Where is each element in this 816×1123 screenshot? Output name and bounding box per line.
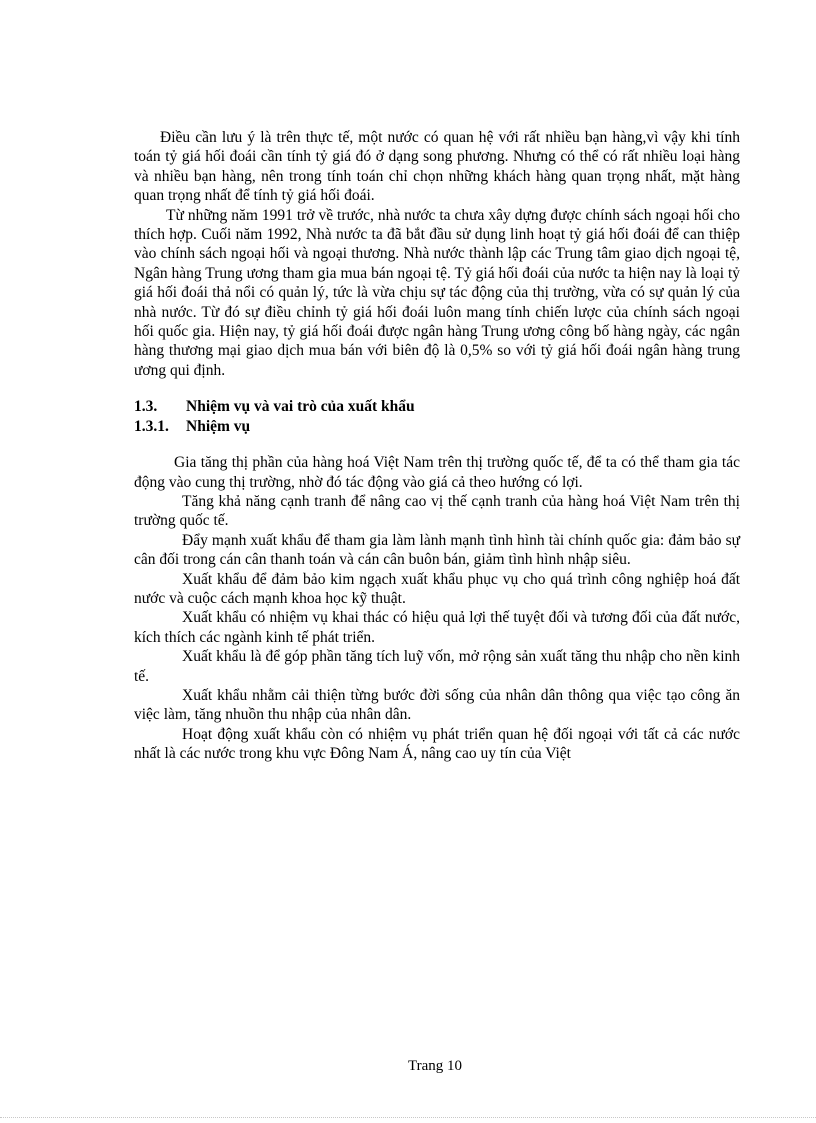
page-bottom-divider xyxy=(0,1117,816,1118)
subsection-title: Nhiệm vụ xyxy=(186,417,251,435)
intro-paragraph-1: Điều cần lưu ý là trên thực tế, một nước có quan hệ với rất nhiều bạn hàng,vì vậy khi tính toán tỷ giá hối đoái cần tính tỷ giá đó ở dạng song phương. Nhưng có thể có rất nhiều loại hàng và nhiều bạn hàng, nên trong tính toán chỉ chọn những khách hàng quan trọng nhất, mặt hàng quan trọng nhất để tính tỷ giá hối đoái. xyxy=(134,129,740,205)
subsection-heading xyxy=(134,417,740,436)
subsection-number: 1.3.1. xyxy=(134,417,169,435)
task-paragraph-3: Đẩy mạnh xuất khẩu để tham gia làm lành mạnh tình hình tài chính quốc gia: đảm bảo sự cân đối trong cán cân thanh toán và cán cân buôn bán, giảm tình hình nhập siêu. xyxy=(134,531,740,569)
section-number: 1.3. xyxy=(134,398,158,416)
task-paragraph-4: Xuất khẩu để đảm bảo kim ngạch xuất khẩu phục vụ cho quá trình công nghiệp hoá đất nước và cuộc cách mạnh khoa học kỹ thuật. xyxy=(134,570,740,607)
task-paragraph-8: Hoạt động xuất khẩu còn có nhiệm vụ phát triển quan hệ đối ngoại với tất cả các nước nhất là các nước trong khu vực Đông Nam Á, nâng cao uy tín của Việt xyxy=(134,725,740,763)
task-paragraph-5: Xuất khẩu có nhiệm vụ khai thác có hiệu quả lợi thế tuyệt đối và tương đối của đất nước, kích thích các ngành kinh tế phát triển. xyxy=(134,609,740,646)
page-number: Trang 10 xyxy=(407,1058,463,1074)
task-paragraph-6: Xuất khẩu là để góp phần tăng tích luỹ vốn, mở rộng sản xuất tăng thu nhập cho nền kinh tế. xyxy=(134,648,740,685)
section-heading xyxy=(134,397,740,416)
task-paragraph-7: Xuất khẩu nhằm cải thiện từng bước đời sống của nhân dân thông qua việc tạo công ăn việc làm, tăng nhuồn thu nhập của nhân dân. xyxy=(134,686,740,724)
intro-paragraph-2: Từ những năm 1991 trở về trước, nhà nước ta chưa xây dựng được chính sách ngoại hối cho thích hợp. Cuối năm 1992, Nhà nước ta đã bắt đầu sử dụng linh hoạt tỷ giá hối đoái để can thiệp vào chính sách ngoại hối và ngoại thương. Nhà nước thành lập các Trung tâm giao dịch ngoại tệ, Ngân hàng Trung ương tham gia mua bán ngoại tệ. Tỷ giá hối đoái của nước ta hiện nay là loại tỷ giá hối đoái thả nổi có quản lý, tức là vừa chịu sự tác động của thị trường, vừa có sự quản lý của nhà nước. Từ đó sự điều chỉnh tỷ giá hối đoái luôn mang tính chiến lược của chính sách ngoại hối quốc gia. Hiện nay, tỷ giá hối đoái được ngân hàng Trung ương công bố hàng ngày, các ngân hàng thương mại giao dịch mua bán với biên độ là 0,5% so với tỷ giá hối đoái ngân hàng trung ương qui định. xyxy=(134,206,740,379)
page-footer xyxy=(0,1057,816,1075)
page-body xyxy=(134,128,740,764)
section-title: Nhiệm vụ và vai trò của xuất khẩu xyxy=(186,398,415,416)
task-paragraph-2: Tăng khả năng cạnh tranh để nâng cao vị thế cạnh tranh của hàng hoá Việt Nam trên thị trường quốc tế. xyxy=(134,492,740,530)
task-paragraph-1: Gia tăng thị phần của hàng hoá Việt Nam trên thị trường quốc tế, để ta có thể tham gia tác động vào cung thị trường, nhờ đó tác động vào giá cả theo hướng có lợi. xyxy=(134,454,740,491)
